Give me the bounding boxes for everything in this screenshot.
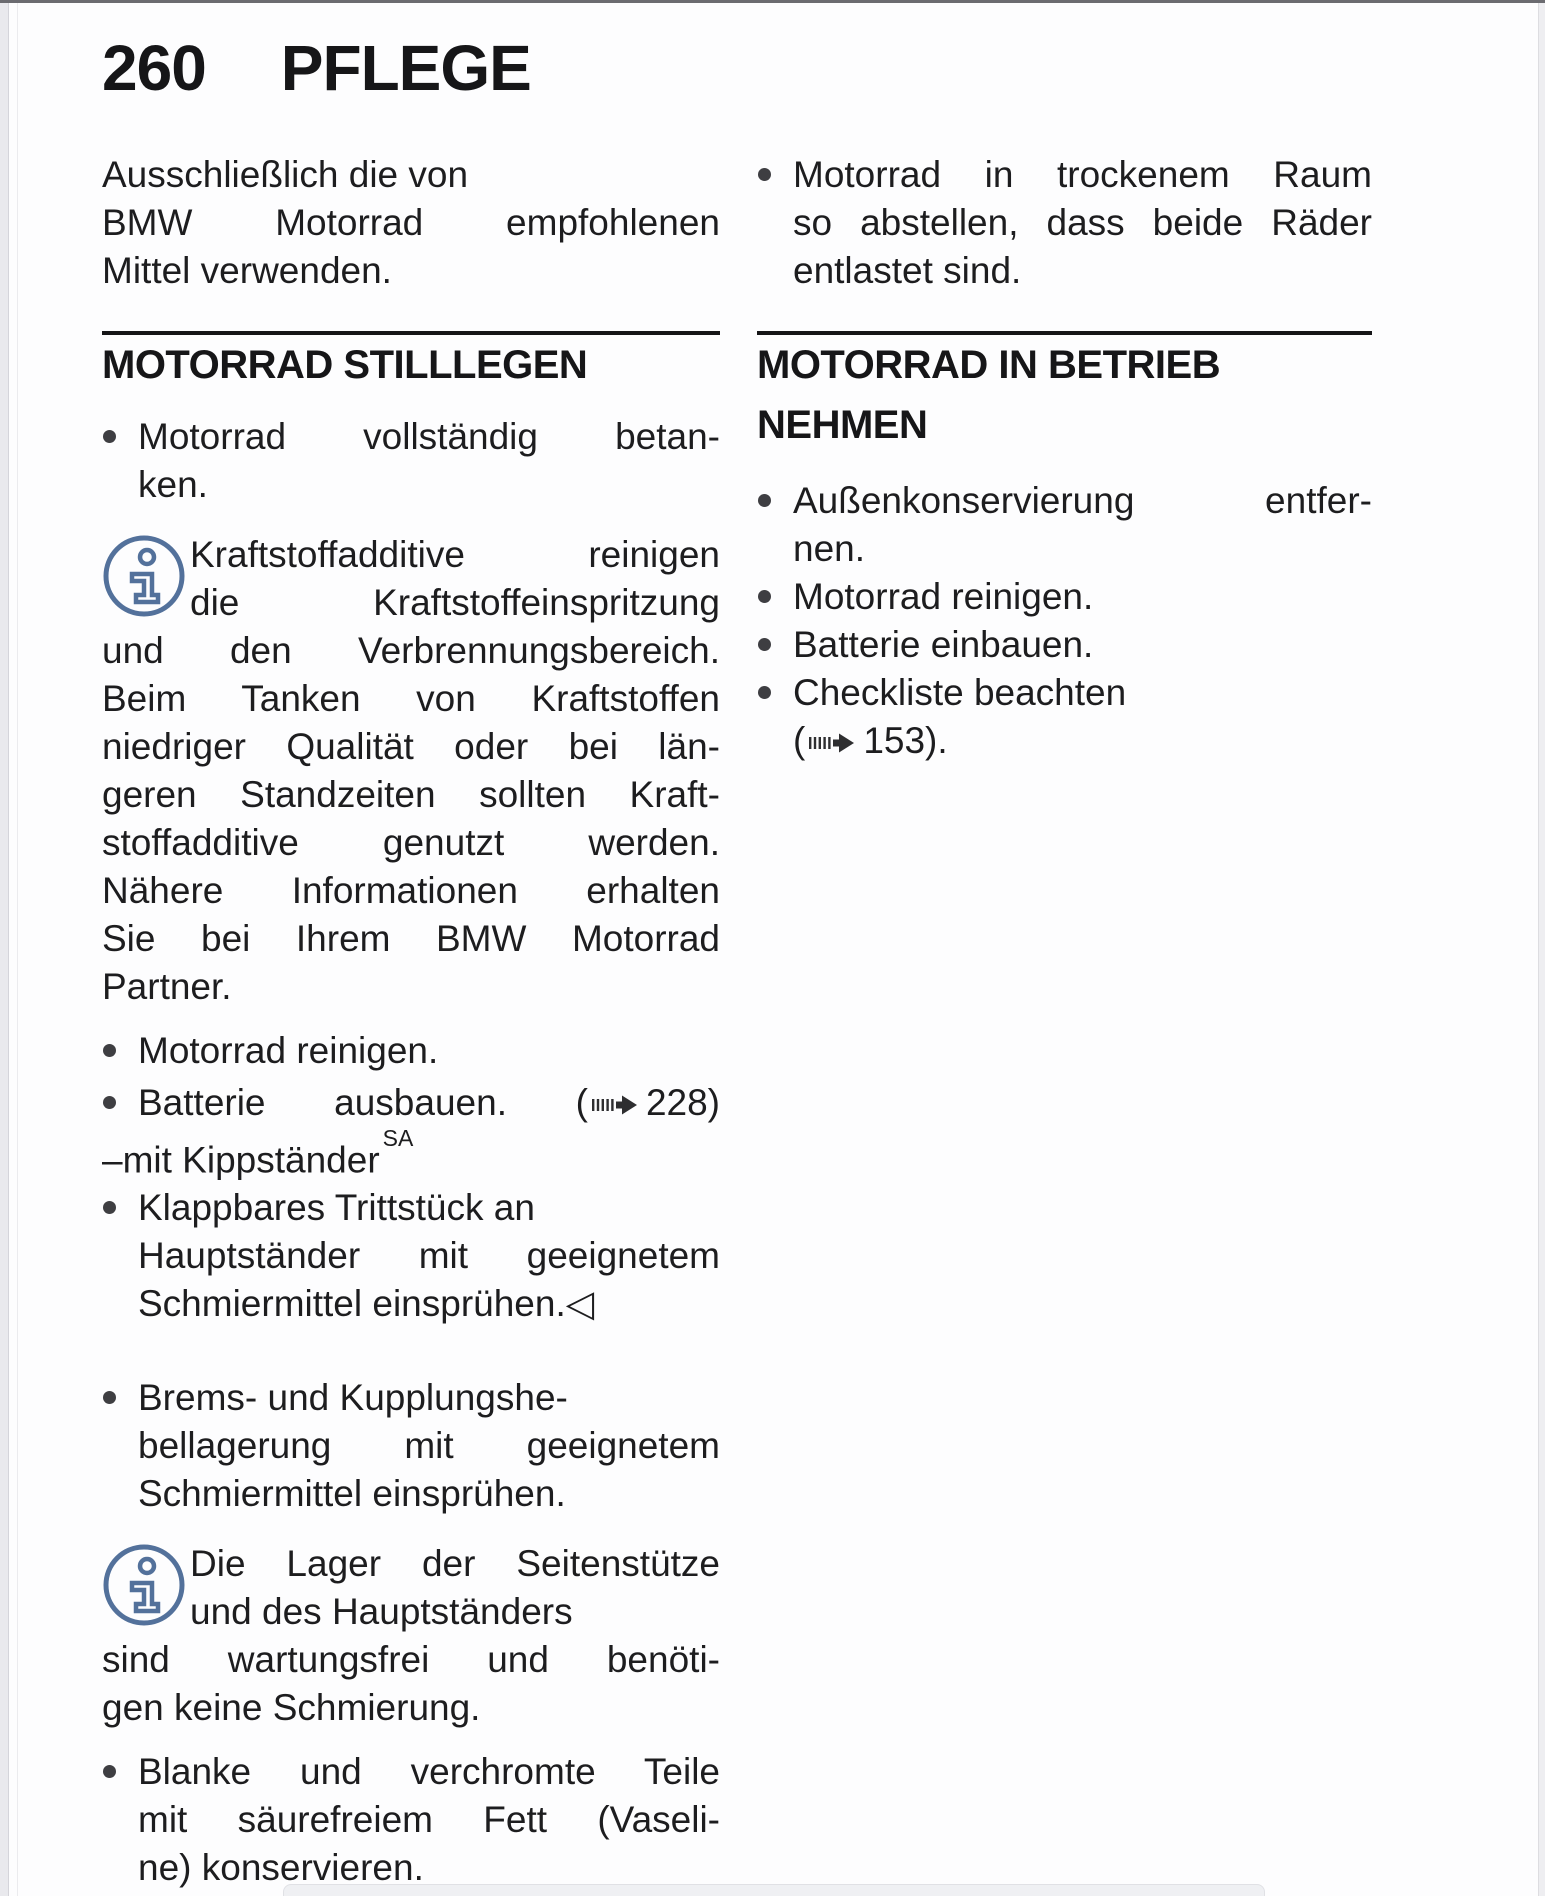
bullet-dot-icon — [758, 686, 771, 699]
bullet-text: Motorrad reinigen. — [138, 1030, 439, 1071]
info-icon — [102, 534, 186, 618]
columns — [102, 103, 1374, 1892]
page-ref-arrow-icon — [809, 732, 855, 754]
bullet-item-with-ref — [757, 669, 1372, 765]
bullet-dot-icon — [103, 1201, 116, 1214]
bullet-text: Brems- und Kupplungshe- bellagerung mit geeignetem Schmiermittel einsprühen. — [138, 1377, 720, 1515]
bullet-item — [757, 573, 1372, 621]
bullet-text: Motorrad vollständig betan- ken. — [138, 416, 720, 505]
page-reference-228[interactable]: ( 228) — [575, 1082, 721, 1123]
bullet-dot-icon — [758, 494, 771, 507]
bullet-dot-icon — [103, 1765, 116, 1778]
info-note — [102, 1540, 720, 1732]
bullet-dot-icon — [103, 430, 116, 443]
bullet-item — [102, 1027, 720, 1075]
page-number: 260 — [102, 32, 206, 104]
bullet-text: Motorrad in trockenem Raum so abstellen, dass beide Räder entlastet sind. — [793, 154, 1372, 291]
bullet-item — [102, 1184, 720, 1328]
bullet-item — [102, 1748, 720, 1892]
bullet-item — [757, 151, 1372, 295]
bullet-text: Batterie einbauen. — [793, 624, 1094, 665]
equipment-code-superscript: SA — [382, 1125, 414, 1151]
bullet-item — [757, 621, 1372, 669]
bullet-text: Batterie ausbauen. ( 228) — [138, 1082, 721, 1123]
bullet-dot-icon — [103, 1391, 116, 1404]
bullet-text: Blanke und verchromte Teile mit säurefreiem Fett (Vaseli- ne) konservieren. — [138, 1751, 720, 1889]
info-text: Die Lager der Seitenstütze und des Hauptständers sind wartungsfrei und benöti- gen keine Schmierung. — [102, 1543, 720, 1729]
bullet-item — [102, 1374, 720, 1518]
section-heading-betrieb: MOTORRAD IN BETRIEB NEHMEN — [757, 343, 1221, 447]
info-note — [102, 531, 720, 1011]
section-heading-stilllegen: MOTORRAD STILLLEGEN — [102, 343, 588, 387]
bullet-dot-icon — [103, 1096, 116, 1109]
bullet-dot-icon — [103, 1044, 116, 1057]
bullet-text: Außenkonservierung entfer- nen. — [793, 480, 1372, 569]
right-edge-strip — [1538, 3, 1545, 1896]
info-text: Kraftstoffadditive reinigen die Kraftstoffeinspritzung und den Verbrennungsbereich. Beim Tanken von Kraftstoffen niedriger Qualität oder bei län- geren Standzeiten sollten Kraft- stoffadditive genutzt werden. Nähere Informationen erhalten Sie bei Ihrem BMW Motorrad Partner. — [102, 534, 720, 1007]
page-content — [102, 33, 1374, 1892]
left-edge-strip — [0, 3, 9, 1896]
page-reference-153[interactable]: ( 153). — [793, 720, 948, 761]
bullet-dot-icon — [758, 638, 771, 651]
page-title: PFLEGE — [280, 32, 531, 104]
bullet-text: Klappbares Trittstück an — [138, 1187, 535, 1229]
page-ref-arrow-icon — [592, 1094, 638, 1116]
bullet-dot-icon — [758, 168, 771, 181]
bullet-item-with-ref — [102, 1079, 720, 1127]
bullet-item — [102, 413, 720, 509]
left-edge-inner-line — [17, 3, 18, 1896]
right-column — [757, 103, 1372, 765]
bullet-text: Hauptständer mit geeignetem Schmiermittel einsprühen.◁ — [138, 1235, 720, 1325]
intro-paragraph: Ausschließlich die von BMW Motorrad empfohlenen Mittel verwenden. — [102, 154, 720, 291]
info-icon — [102, 1543, 186, 1627]
bullet-text: Checkliste beachten — [793, 672, 1127, 713]
page-header — [102, 33, 1374, 103]
bullet-dot-icon — [758, 590, 771, 603]
top-edge-line — [0, 0, 1545, 3]
left-column — [102, 103, 720, 1892]
bullet-text: Motorrad reinigen. — [793, 576, 1094, 617]
dash-item: –mit Kippständer$^{SA}$ — [102, 1125, 414, 1181]
bullet-item — [757, 477, 1372, 573]
